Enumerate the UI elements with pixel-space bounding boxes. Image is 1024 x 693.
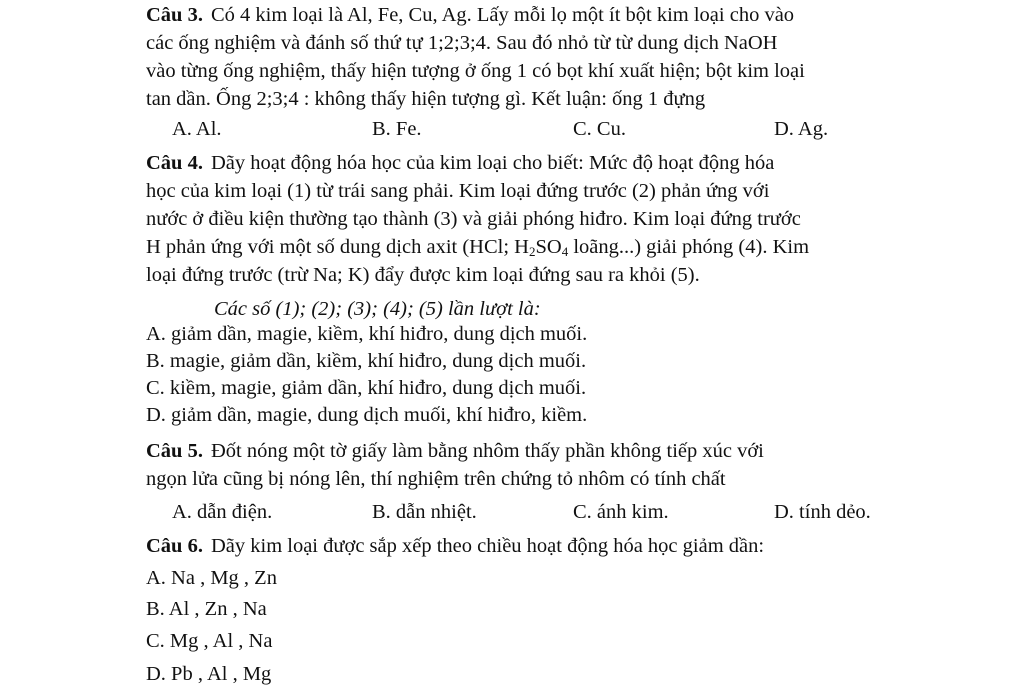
q3-option-a: A. Al. [172, 118, 222, 140]
q5-option-d: D. tính dẻo. [774, 501, 871, 523]
q6-option-b: B. Al , Zn , Na [146, 598, 267, 620]
q5-option-c: C. ánh kim. [573, 501, 669, 523]
q6-text: Dãy kim loại được sắp xếp theo chiều hoạt động hóa học giảm dần: [210, 535, 765, 557]
q6-option-d: D. Pb , Al , Mg [146, 663, 272, 685]
q4-line-4-mid: SO [535, 236, 562, 258]
q4-line-2: học của kim loại (1) từ trái sang phải. Kim loại đứng trước (2) phản ứng với [146, 180, 770, 202]
q3-option-c: C. Cu. [573, 118, 626, 140]
q3-option-d: D. Ag. [774, 118, 829, 140]
q4-line-4-post: loãng...) giải phóng (4). Kim [568, 236, 810, 258]
q4-line-4 [146, 235, 809, 259]
q4-label: Câu 4. [146, 152, 203, 174]
q6-line-1 [146, 534, 764, 558]
q3-line-3: vào từng ống nghiệm, thấy hiện tượng ở ống 1 có bọt khí xuất hiện; bột kim loại [146, 60, 805, 82]
q4-line-5: loại đứng trước (trừ Na; K) đẩy được kim loại đứng sau ra khỏi (5). [146, 264, 700, 286]
q4-sub-2: 2 [528, 244, 536, 259]
q3-line-1 [146, 3, 794, 27]
q6-label: Câu 6. [146, 535, 203, 557]
q5-option-a: A. dẫn điện. [172, 501, 273, 523]
q6-option-c: C. Mg , Al , Na [146, 630, 273, 652]
q4-option-c: C. kiềm, magie, giảm dần, khí hiđro, dung dịch muối. [146, 377, 587, 399]
q4-line-4-pre: H phản ứng với một số dung dịch axit (HCl; H [146, 236, 529, 258]
q3-text-1: Có 4 kim loại là Al, Fe, Cu, Ag. Lấy mỗi lọ một ít bột kim loại cho vào [210, 4, 795, 26]
q4-sub-4: 4 [561, 244, 569, 259]
q3-line-2: các ống nghiệm và đánh số thứ tự 1;2;3;4. Sau đó nhỏ từ từ dung dịch NaOH [146, 32, 778, 54]
q4-line-1 [146, 151, 774, 175]
q5-line-1 [146, 439, 764, 463]
q3-label: Câu 3. [146, 4, 203, 26]
q4-option-a: A. giảm dần, magie, kiềm, khí hiđro, dung dịch muối. [146, 323, 588, 345]
q3-option-b: B. Fe. [372, 118, 422, 140]
q5-label: Câu 5. [146, 440, 203, 462]
q3-line-4: tan dần. Ống 2;3;4 : không thấy hiện tượng gì. Kết luận: ống 1 đựng [146, 88, 706, 110]
q4-option-d: D. giảm dần, magie, dung dịch muối, khí hiđro, kiềm. [146, 404, 588, 426]
q5-text-1: Đốt nóng một tờ giấy làm bằng nhôm thấy phần không tiếp xúc với [210, 440, 764, 462]
q6-option-a: A. Na , Mg , Zn [146, 567, 277, 589]
q4-line-3: nước ở điều kiện thường tạo thành (3) và giải phóng hiđro. Kim loại đứng trước [146, 208, 801, 230]
q4-prompt: Các số (1); (2); (3); (4); (5) lần lượt là: [214, 298, 541, 320]
q5-line-2: ngọn lửa cũng bị nóng lên, thí nghiệm trên chứng tỏ nhôm có tính chất [146, 468, 726, 490]
q5-option-b: B. dẫn nhiệt. [372, 501, 477, 523]
q4-text-1: Dãy hoạt động hóa học của kim loại cho biết: Mức độ hoạt động hóa [210, 152, 775, 174]
q4-option-b: B. magie, giảm dần, kiềm, khí hiđro, dung dịch muối. [146, 350, 587, 372]
